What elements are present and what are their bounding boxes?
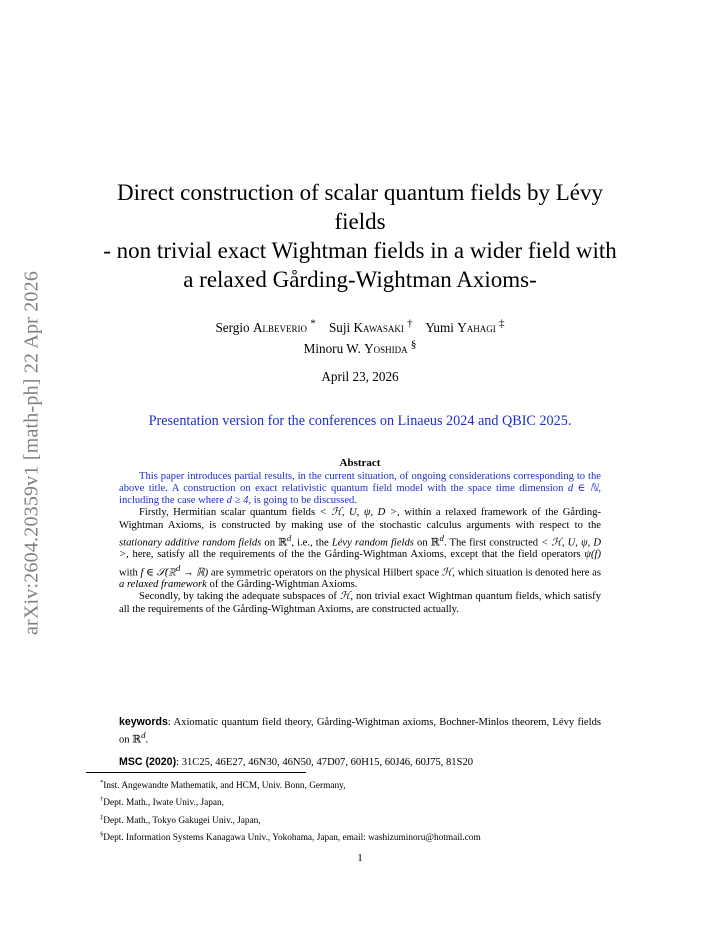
title-line-1: Direct construction of scalar quantum fields by Lévy bbox=[116, 180, 604, 205]
author-2: Suji Kawasaki † bbox=[328, 318, 413, 336]
keywords-line: keywords: Axiomatic quantum field theory, Gårding-Wightman axioms, Bochner-Minlos theorem, Lévy fields on ℝ$^d$. bbox=[119, 716, 601, 746]
abstract-body bbox=[119, 471, 601, 616]
keywords-label: keywords bbox=[119, 716, 168, 728]
author-1: Sergio Albeverio * bbox=[215, 318, 316, 336]
msc-line bbox=[119, 756, 601, 768]
abstract-paragraph-2: Secondly, by taking the adequate subspaces of ℋ, non trivial exact Wightman quantum fields, which satisfy all the requirements of the Gårding-Wightman Axioms, are constructed actually. bbox=[119, 591, 601, 615]
author-4: Minoru W. Yoshida § bbox=[303, 338, 417, 356]
abstract-intro-paragraph: This paper introduces partial results, in the current situation, of ongoing considerations corresponding to the above title. A construction on exact relativistic quantum field model with the space time dimension d ∈ ℕ, including the case where d ≥ 4, is going to be discussed. bbox=[119, 471, 601, 507]
presentation-note: Presentation version for the conferences on Linaeus 2024 and QBIC 2025. bbox=[148, 413, 572, 429]
footnote-divider bbox=[86, 772, 306, 773]
page-number: 1 bbox=[357, 852, 363, 864]
msc-label: MSC (2020) bbox=[119, 756, 177, 768]
footnote-3: ‡Dept. Math., Tokyo Gakugei Univ., Japan, bbox=[100, 813, 261, 826]
footnote-2: †Dept. Math., Iwate Univ., Japan, bbox=[100, 796, 224, 809]
paper-title bbox=[60, 178, 660, 294]
abstract-paragraph-1: Firstly, Hermitian scalar quantum fields < ℋ, U, ψ, D >, within a relaxed framework of the Gårding-Wightman Axioms, is constructed by making use of the stochastic calculus arguments with respect to the stationary additive random fields on ℝ$^d$, i.e., the Lévy random fields on ℝ$^d$. The first constructed < ℋ, U, ψ, D >, here, satisfy all the requirements of the the Gårding-Wightman Axioms, except that the field operators ψ(f) with f ∈ 𝒮(ℝ$^d$ → ℝ) are symmetric operators on the physical Hilbert space ℋ, which situation is denoted here as a relaxed framework of the Gårding-Wightman Axioms. bbox=[119, 507, 602, 591]
paper-date: April 23, 2026 bbox=[321, 369, 399, 384]
footnotes bbox=[100, 776, 660, 845]
abstract-heading: Abstract bbox=[339, 457, 381, 469]
arxiv-identifier: arXiv:2604.20359v1 [math-ph] 22 Apr 2026 bbox=[20, 270, 43, 636]
arxiv-sidebar-stamp bbox=[21, 248, 43, 658]
author-list bbox=[60, 316, 660, 357]
title-line-3: - non trivial exact Wightman fields in a wider field with bbox=[103, 238, 617, 263]
author-3: Yumi Yahagi ‡ bbox=[425, 318, 505, 336]
msc-codes: : 31C25, 46E27, 46N30, 46N50, 47D07, 60H15, 60J46, 60J75, 81S20 bbox=[176, 757, 474, 768]
footnote-1: *Inst. Angewandte Mathematik, and HCM, Univ. Bonn, Germany, bbox=[100, 779, 346, 792]
footnote-4: §Dept. Information Systems Kanagawa Univ., Yokohama, Japan, email: washizuminoru@hotmail.com bbox=[100, 830, 481, 843]
title-line-2: fields bbox=[334, 209, 386, 234]
title-line-4: a relaxed Gårding-Wightman Axioms- bbox=[183, 267, 537, 292]
